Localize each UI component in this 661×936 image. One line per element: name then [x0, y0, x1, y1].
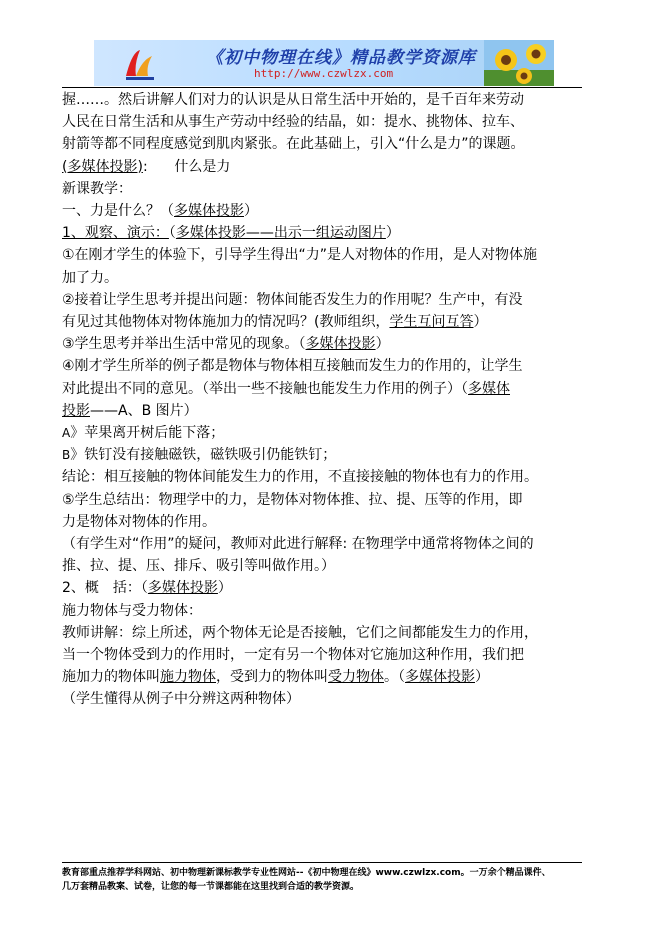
- banner-url[interactable]: http://www.czwlzx.com: [254, 67, 394, 80]
- text-line: ③学生思考并举出生活中常见的现象。（多媒体投影）: [62, 336, 390, 353]
- section-heading: 一、力是什么？（多媒体投影）: [62, 203, 258, 220]
- text-line: 有见过其他物体对物体施加力的情况吗？(教师组织，学生互问互答）: [62, 314, 488, 331]
- banner-title: 《初中物理在线》精品教学资源库: [206, 48, 476, 68]
- page-footer: [62, 866, 602, 894]
- example-b: B》铁钉没有接触磁铁，磁铁吸引仍能铁钉；: [62, 447, 337, 464]
- topic-line: (多媒体投影): 什么是力: [62, 158, 231, 175]
- text-line: ①在刚才学生的体验下，引导学生得出“力”是人对物体的作用，是人对物体施: [62, 247, 538, 264]
- sunflower-icon: [484, 40, 554, 86]
- text-line: 对此提出不同的意见。（举出一些不接触也能发生力作用的例子）（多媒体: [62, 380, 510, 397]
- text-line: 施加力的物体叫施力物体，受到力的物体叫受力物体。（多媒体投影）: [62, 669, 489, 686]
- text-line: （有学生对“作用”的疑问，教师对此进行解释: 在物理学中通常将物体之间的: [62, 536, 534, 553]
- subheading: 2、概 括：（多媒体投影）: [62, 580, 232, 597]
- example-a: A》苹果离开树后能下落；: [62, 425, 225, 442]
- header-banner: [94, 40, 554, 86]
- text-line: 推、拉、提、压、排斥、吸引等叫做作用。）: [62, 558, 335, 575]
- text-line: 握……。然后讲解人们对力的认识是从日常生活中开始的，是千百年来劳动: [62, 92, 524, 108]
- text-line: 投影——A、B 图片）: [62, 402, 198, 419]
- footer-line: 几万套精品教案、试卷，让您的每一节课都能在这里找到合适的教学资源。: [62, 882, 360, 892]
- text-line: ④刚才学生所举的例子都是物体与物体相互接触而发生力的作用的，让学生: [62, 358, 523, 375]
- text-line: 教师讲解：综上所述，两个物体无论是否接触，它们之间都能发生力的作用，: [62, 624, 538, 641]
- text-line: 力是物体对物体的作用。: [62, 513, 216, 530]
- footer-line: 教育部重点推荐学科网站、初中物理新课标教学专业性网站--《初中物理在线》www.czwlzx.com。一万余个精品课件、: [62, 868, 551, 878]
- site-logo-icon: [122, 46, 158, 82]
- text-line: 射箭等都不同程度感觉到肌肉紧张。在此基础上，引入“什么是力”的课题。: [62, 136, 525, 153]
- text-line: 加了力。: [62, 269, 118, 286]
- header-rule: [62, 87, 582, 88]
- section-label: 新课教学：: [62, 180, 132, 197]
- text-line: 结论：相互接触的物体间能发生力的作用，不直接接触的物体也有力的作用。: [62, 469, 538, 486]
- subheading: 1、观察、演示：（多媒体投影——出示一组运动图片）: [62, 225, 400, 242]
- text-line: （学生懂得从例子中分辨这两种物体）: [62, 691, 300, 708]
- text-line: ②接着让学生思考并提出问题：物体间能否发生力的作用呢？生产中，有没: [62, 291, 523, 308]
- text-line: ⑤学生总结出：物理学中的力，是物体对物体推、拉、提、压等的作用，即: [62, 491, 523, 508]
- lesson-body: [62, 89, 584, 711]
- text-line: 施力物体与受力物体：: [62, 602, 202, 619]
- footer-rule: [62, 862, 582, 863]
- text-line: 当一个物体受到力的作用时，一定有另一个物体对它施加这种作用，我们把: [62, 647, 524, 664]
- text-line: 人民在日常生活和从事生产劳动中经验的结晶，如：提水、挑物体、拉车、: [62, 114, 524, 131]
